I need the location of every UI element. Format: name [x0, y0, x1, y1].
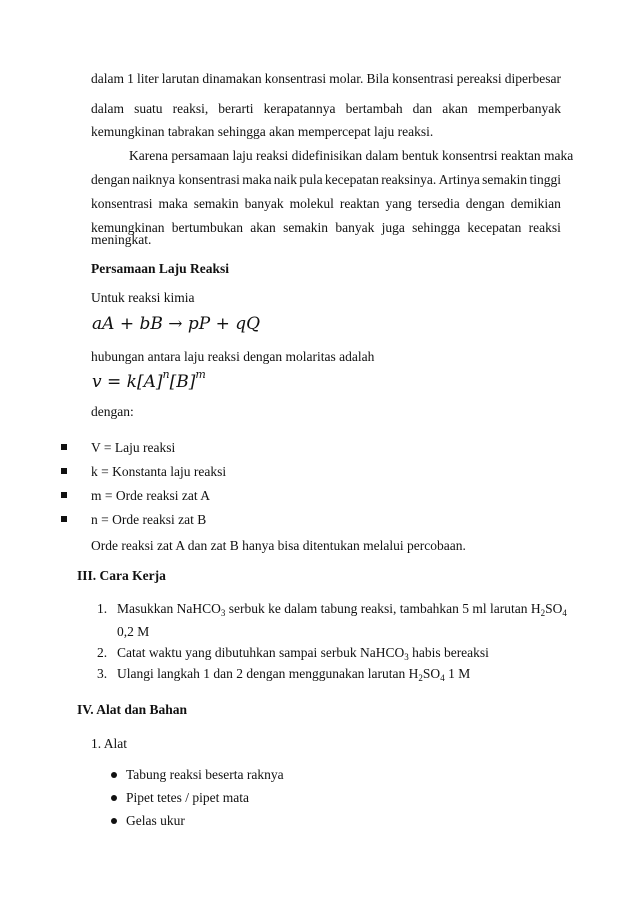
dot-bullet-icon: [111, 795, 117, 801]
word: molar.: [329, 71, 364, 86]
dot-bullet-icon: [111, 818, 117, 824]
alat-item: Tabung reaksi beserta raknya: [126, 767, 284, 782]
word: semakin: [482, 172, 528, 187]
word: demikian: [510, 196, 561, 211]
word: reaksinya.: [381, 172, 437, 187]
word: bertambah: [345, 101, 403, 116]
word: sehingga: [412, 220, 461, 235]
word: semakin: [283, 220, 329, 235]
word: naiknya konsentrasi: [132, 172, 240, 187]
para2-line5: meningkat.: [91, 232, 152, 247]
reaction-equation: aA + bB → pP + qQ: [92, 314, 261, 334]
word: dengan: [91, 172, 130, 187]
word: dan: [412, 101, 433, 116]
step1-line2: 0,2 M: [117, 624, 150, 639]
rate-law-equation: [92, 368, 206, 392]
word: banyak: [244, 196, 284, 211]
para1-line3: kemungkinan tabrakan sehingga akan mempercepat laju reaksi.: [91, 124, 434, 139]
word: konsentrasi: [264, 71, 327, 86]
para2-line4: [91, 220, 561, 236]
rate-law-lhs: v = k[A]: [92, 372, 163, 392]
bullet-item: k = Konstanta laju reaksi: [91, 464, 227, 479]
word: akan: [442, 101, 468, 116]
rate-intro: Untuk reaksi kimia: [91, 290, 195, 305]
word: kemungkinan: [91, 220, 165, 235]
square-bullet-icon: [61, 492, 67, 498]
word: berarti: [218, 101, 254, 116]
bullet-item: V = Laju reaksi: [91, 440, 176, 455]
square-bullet-icon: [61, 468, 67, 474]
word: dalam: [91, 71, 124, 86]
word: maka: [242, 172, 272, 187]
dengan-label: dengan:: [91, 404, 134, 419]
word: larutan: [161, 71, 200, 86]
word: kecepatan: [324, 172, 379, 187]
word: dalam: [91, 101, 124, 116]
word: reaksi,: [172, 101, 209, 116]
para2-line2: [91, 172, 561, 188]
word: bertumbukan: [171, 220, 244, 235]
rate-relation: hubungan antara laju reaksi dengan molaritas adalah: [91, 349, 375, 364]
word: kecepatan: [467, 220, 522, 235]
word: suatu: [134, 101, 163, 116]
word: naik: [273, 172, 298, 187]
word: yang: [385, 196, 412, 211]
alat-item: Pipet tetes / pipet mata: [126, 790, 249, 805]
rate-law-mid: [B]: [169, 372, 196, 392]
word: akan: [250, 220, 276, 235]
step2-text: Catat waktu yang dibutuhkan sampai serbuk NaHCO$_3$ habis bereaksi: [117, 645, 489, 662]
word: semakin: [193, 196, 239, 211]
square-bullet-icon: [61, 444, 67, 450]
alat-item: Gelas ukur: [126, 813, 185, 828]
step1-line1: Masukkan NaHCO$_3$ serbuk ke dalam tabung reaksi, tambahkan 5 ml larutan $H_2SO_4$: [117, 601, 567, 618]
word: juga: [381, 220, 405, 235]
rate-heading: Persamaan Laju Reaksi: [91, 261, 229, 276]
word: maka: [158, 196, 188, 211]
step-number: 3.: [97, 666, 108, 681]
bullet-item: n = Orde reaksi zat B: [91, 512, 207, 527]
word: memperbanyak: [477, 101, 561, 116]
bullet-item: m = Orde reaksi zat A: [91, 488, 210, 503]
step3-text: Ulangi langkah 1 dan 2 dengan menggunakan larutan $H_2SO_4$ 1 M: [117, 666, 471, 683]
rate-law-exponent-n: n: [162, 368, 170, 381]
sub-heading-alat: 1. Alat: [91, 736, 127, 751]
word: banyak: [335, 220, 375, 235]
word: konsentrasi: [91, 196, 153, 211]
word: 1: [127, 71, 134, 86]
word: diperbesar: [504, 71, 561, 86]
section-heading-cara-kerja: III. Cara Kerja: [77, 568, 166, 583]
word: molekul: [289, 196, 334, 211]
step-number: 2.: [97, 645, 108, 660]
word: pereaksi: [456, 71, 502, 86]
word: tinggi: [529, 172, 561, 187]
square-bullet-icon: [61, 516, 67, 522]
word: konsentrasi: [392, 71, 454, 86]
word: pula: [299, 172, 323, 187]
word: tersedia: [417, 196, 460, 211]
word: dinamakan: [202, 71, 262, 86]
step-number: 1.: [97, 601, 108, 616]
word: Artinya: [438, 172, 480, 187]
para1-line1: [91, 71, 561, 87]
word: reaktan: [339, 196, 380, 211]
section-heading-alat-bahan: IV. Alat dan Bahan: [77, 702, 188, 717]
para2-line1: Karena persamaan laju reaksi didefinisikan dalam bentuk konsentrsi reaktan maka: [129, 148, 574, 163]
order-note: Orde reaksi zat A dan zat B hanya bisa ditentukan melalui percobaan.: [91, 538, 466, 553]
para2-line3: [91, 196, 561, 212]
word: Bila: [366, 71, 389, 86]
para1-line2: [91, 101, 561, 117]
rate-law-exponent-m: m: [195, 368, 206, 381]
dot-bullet-icon: [111, 772, 117, 778]
word: reaksi: [528, 220, 561, 235]
word: liter: [136, 71, 159, 86]
word: kerapatannya: [263, 101, 336, 116]
word: dengan: [465, 196, 505, 211]
